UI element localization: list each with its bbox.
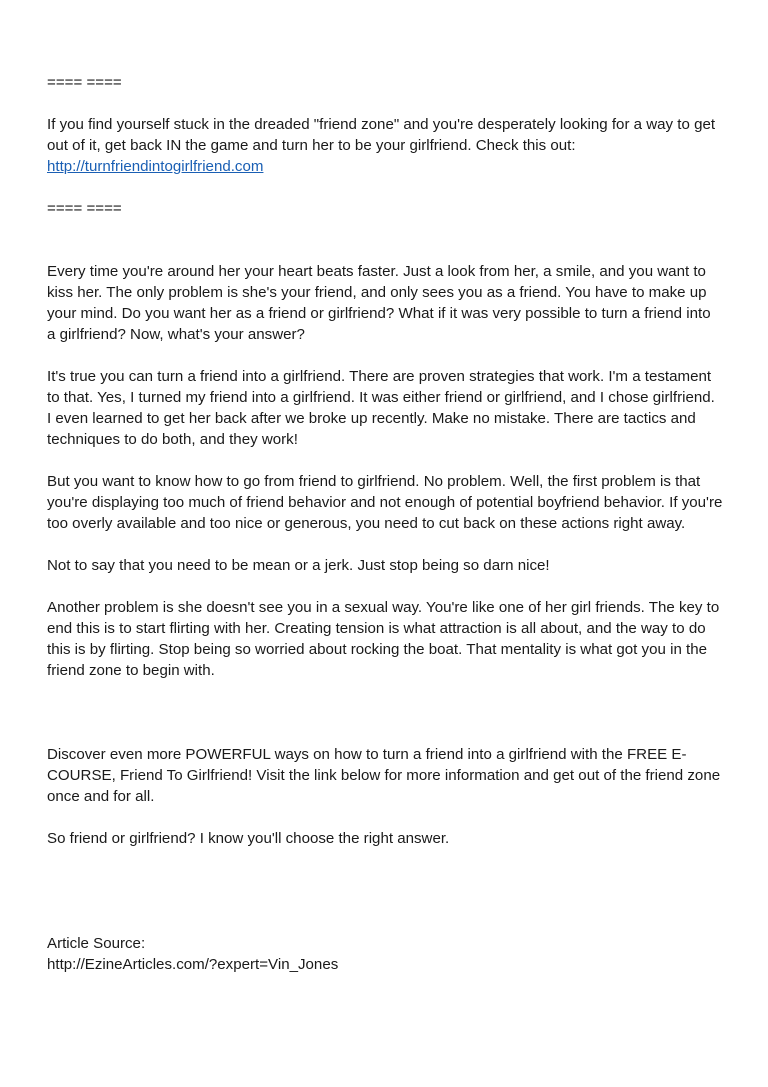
spacer — [47, 534, 723, 555]
spacer — [47, 849, 723, 933]
source-label: Article Source: — [47, 935, 146, 952]
spacer — [47, 177, 723, 198]
separator-top: ==== ==== — [47, 74, 122, 91]
spacer — [47, 345, 723, 366]
separator-bottom: ==== ==== — [47, 200, 122, 217]
article-paragraph-2: It's true you can turn a friend into a girlfriend. There are proven strategies that work. I'm a testament to that. Yes, I turned my friend into a girlfriend. It was either friend or girlfriend, and I chose girlfriend. I even learned to get her back after we broke up recently. Make no mistake. There are tactics and techniques to do both, and they work! — [47, 368, 715, 448]
intro-link[interactable]: http://turnfriendintogirlfriend.com — [47, 158, 264, 175]
spacer — [47, 219, 723, 261]
article-paragraph-1: Every time you're around her your heart beats faster. Just a look from her, a smile, and you want to kiss her. The only problem is she's your friend, and only sees you as a friend. You have to make up your mind. Do you want her as a friend or girlfriend? What if it was very possible to turn a friend into a girlfriend? Now, what's your answer? — [47, 263, 711, 343]
spacer — [47, 450, 723, 471]
document-page — [47, 72, 723, 975]
article-paragraph-5: Another problem is she doesn't see you in a sexual way. You're like one of her girl friends. The key to end this is to start flirting with her. Creating tension is what attraction is all about, and the way to do this is by flirting. Stop being so worried about rocking the boat. That mentality is what got you in the friend zone to begin with. — [47, 599, 720, 679]
promo-paragraph-2: So friend or girlfriend? I know you'll choose the right answer. — [47, 830, 450, 847]
intro-paragraph — [47, 114, 723, 177]
spacer — [47, 681, 723, 744]
article-paragraph-4: Not to say that you need to be mean or a jerk. Just stop being so darn nice! — [47, 557, 550, 574]
spacer — [47, 93, 723, 114]
article-paragraph-3: But you want to know how to go from friend to girlfriend. No problem. Well, the first problem is that you're displaying too much of friend behavior and not enough of potential boyfriend behavior. If you're too overly available and too nice or generous, you need to cut back on these actions right away. — [47, 473, 723, 532]
source-url[interactable]: http://EzineArticles.com/?expert=Vin_Jones — [47, 956, 339, 973]
promo-paragraph-1: Discover even more POWERFUL ways on how to turn a friend into a girlfriend with the FREE E-COURSE, Friend To Girlfriend! Visit the link below for more information and get out of the friend zone once and for all. — [47, 746, 721, 805]
spacer — [47, 576, 723, 597]
intro-text: If you find yourself stuck in the dreaded "friend zone" and you're desperately looking for a way to get out of it, get back IN the game and turn her to be your girlfriend. Check this out: — [47, 116, 716, 154]
spacer — [47, 807, 723, 828]
